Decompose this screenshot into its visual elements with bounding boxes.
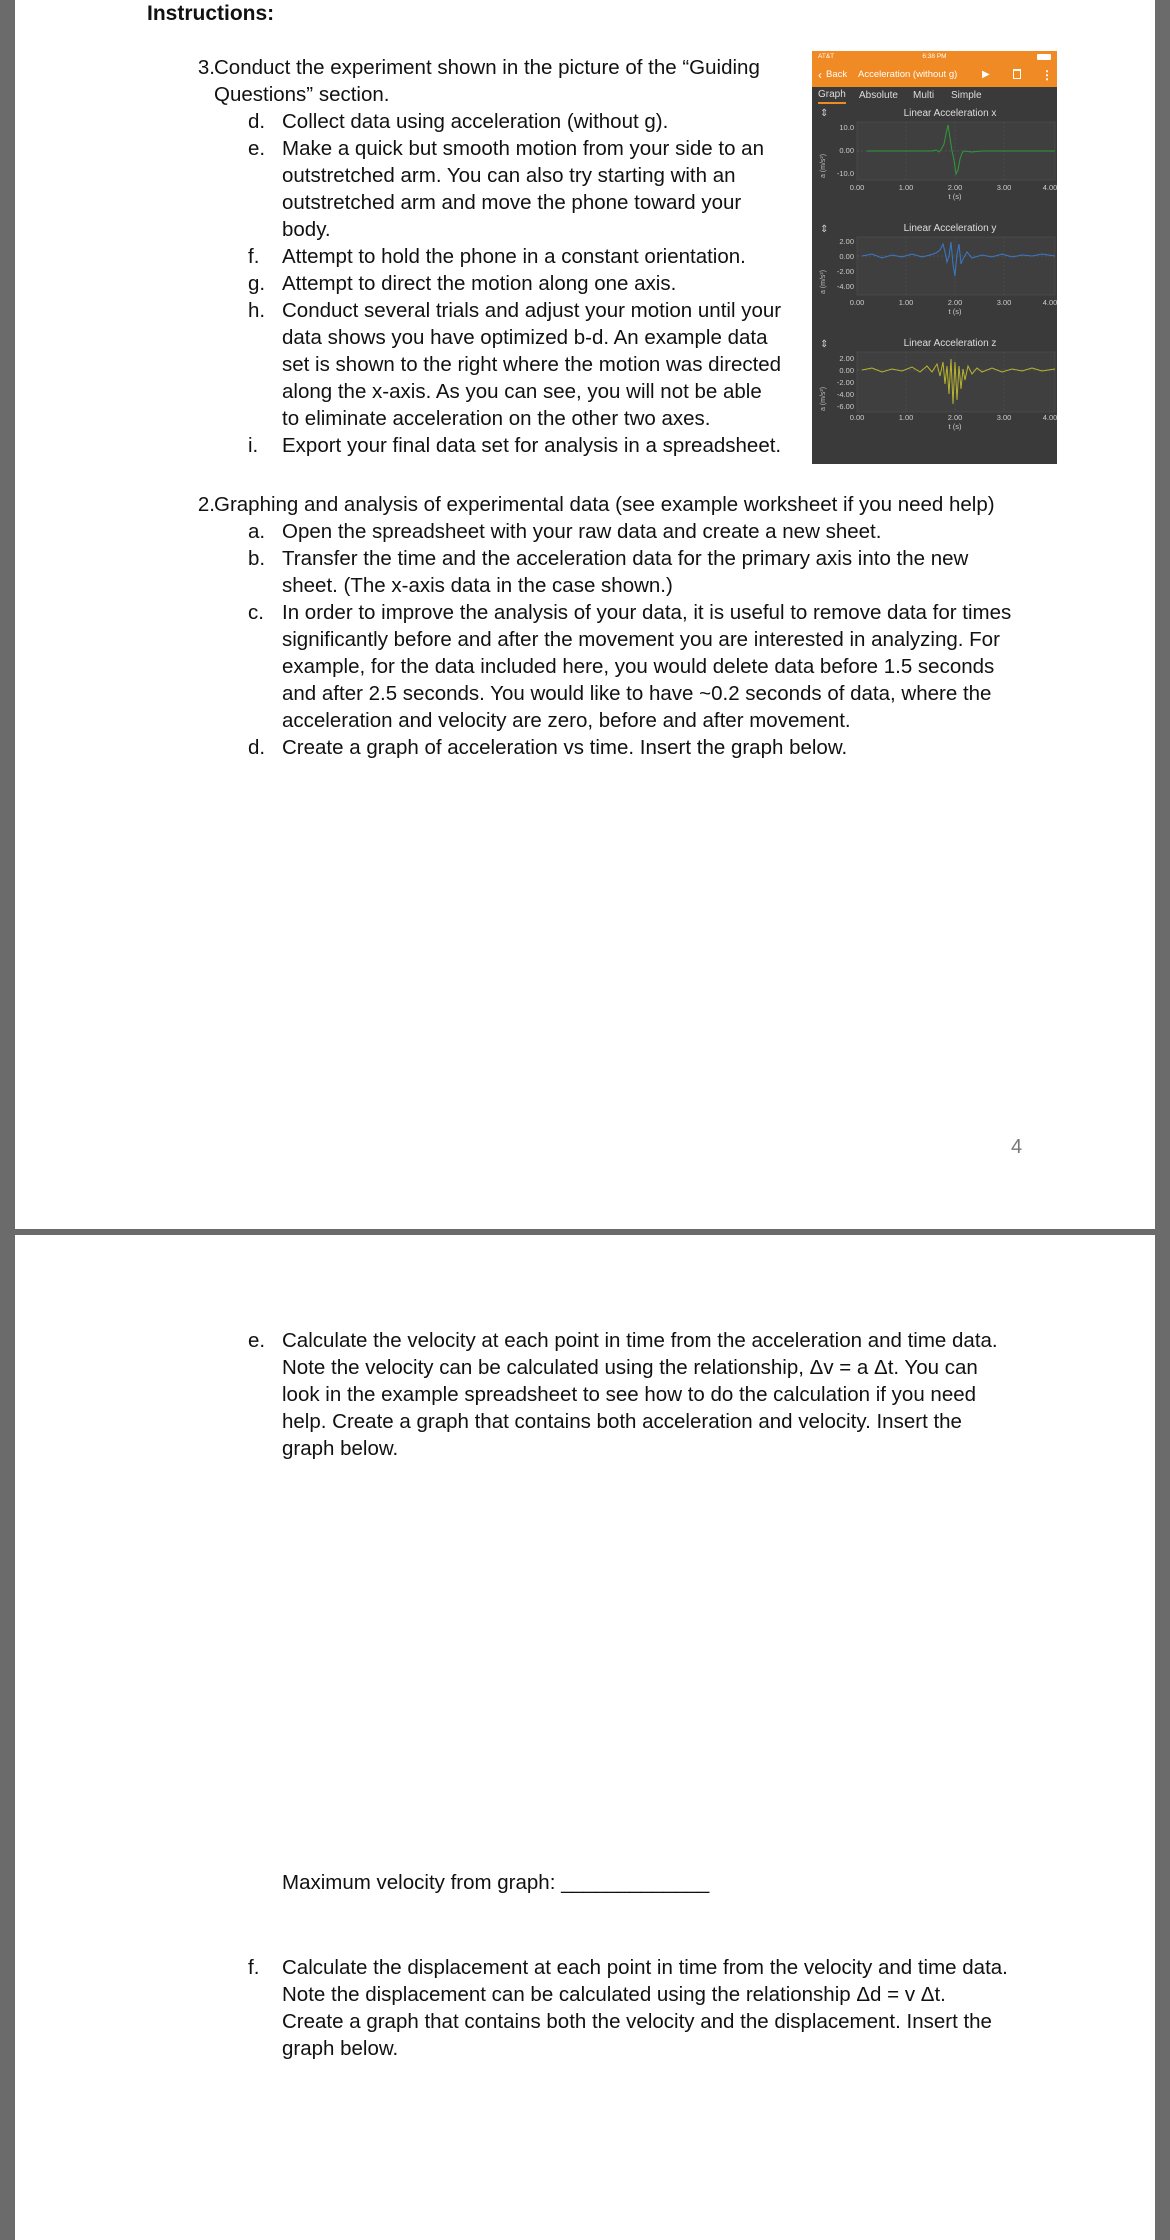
item-marker: d. xyxy=(248,110,266,133)
item-line: set is shown to the right where the motion was directed xyxy=(282,353,782,376)
xtick-label: 1.00 xyxy=(898,298,914,307)
item-line: sheet. (The x-axis data in the case shown.) xyxy=(282,574,673,597)
xtick-label: 3.00 xyxy=(996,183,1012,192)
item-line: Note the velocity can be calculated using the relationship, Δv = a Δt. You can xyxy=(282,1356,978,1379)
tab-simple[interactable]: Simple xyxy=(951,90,982,101)
graph-y-xlabel: t (s) xyxy=(948,307,962,316)
expand-icon[interactable]: ⇕ xyxy=(820,339,829,350)
chevron-left-icon[interactable]: ‹ xyxy=(818,68,822,82)
xtick-label: 0.00 xyxy=(849,298,865,307)
item-line: Transfer the time and the acceleration data for the primary axis into the new xyxy=(282,547,969,570)
item-marker: e. xyxy=(248,1329,266,1352)
item-marker: c. xyxy=(248,601,264,624)
expand-icon[interactable]: ⇕ xyxy=(820,224,829,235)
item-line: Attempt to direct the motion along one axis. xyxy=(282,272,677,295)
xtick-label: 0.00 xyxy=(849,413,865,422)
graph-x-xlabel: t (s) xyxy=(948,192,962,201)
xtick-label: 1.00 xyxy=(898,183,914,192)
item-line: Calculate the velocity at each point in time from the acceleration and time data. xyxy=(282,1329,998,1352)
xtick-label: 4.00 xyxy=(1042,298,1057,307)
battery-icon xyxy=(1037,54,1051,60)
ytick-label: 10.0 xyxy=(839,123,854,132)
xtick-label: 3.00 xyxy=(996,298,1012,307)
item-line: Create a graph that contains both the velocity and the displacement. Insert the xyxy=(282,2010,992,2033)
ytick-label: 0.00 xyxy=(839,252,854,261)
item-line: acceleration and velocity are zero, before and after movement. xyxy=(282,709,851,732)
item-line: Conduct several trials and adjust your motion until your xyxy=(282,299,782,322)
item-line: outstretched arm and move the phone toward your xyxy=(282,191,742,214)
item-line: graph below. xyxy=(282,2037,399,2060)
tab-graph[interactable]: Graph xyxy=(818,87,846,104)
expand-icon[interactable]: ⇕ xyxy=(820,108,829,119)
item-line: data shows you have optimized b-d. An example data xyxy=(282,326,768,349)
phone-nav-bar xyxy=(812,63,1057,87)
graph-x-ylabel: a (m/s²) xyxy=(820,153,827,179)
xtick-label: 3.00 xyxy=(996,413,1012,422)
xtick-label: 2.00 xyxy=(947,183,963,192)
xtick-label: 4.00 xyxy=(1042,413,1057,422)
instructions-heading: Instructions: xyxy=(147,2,275,25)
graph-x-title: Linear Acceleration x xyxy=(903,108,997,119)
xtick-label: 0.00 xyxy=(849,183,865,192)
ytick-label: 2.00 xyxy=(839,354,854,363)
ytick-label: -4.00 xyxy=(836,282,854,291)
max-velocity-blank: Maximum velocity from graph: _____________ xyxy=(282,1871,710,1894)
graphs-area xyxy=(812,104,1057,464)
item-line: Attempt to hold the phone in a constant orientation. xyxy=(282,245,746,268)
xtick-label: 2.00 xyxy=(947,298,963,307)
item-line: Make a quick but smooth motion from your side to an xyxy=(282,137,764,160)
phone-tab-bar xyxy=(812,87,1057,104)
graph-y-title: Linear Acceleration y xyxy=(903,223,997,234)
xtick-label: 4.00 xyxy=(1042,183,1057,192)
document-page-1 xyxy=(15,0,1155,1229)
section-3-line: Questions” section. xyxy=(214,83,390,106)
graph-y-ylabel: a (m/s²) xyxy=(820,269,827,295)
item-line: In order to improve the analysis of your data, it is useful to remove data for times xyxy=(282,601,1012,624)
xtick-label: 2.00 xyxy=(947,413,963,422)
item-marker: b. xyxy=(248,547,266,570)
tab-absolute[interactable]: Absolute xyxy=(859,90,898,101)
item-line: and after 2.5 seconds. You would like to have ~0.2 seconds of data, where the xyxy=(282,682,992,705)
document-page-2 xyxy=(15,1235,1155,2240)
item-line: Note the displacement can be calculated using the relationship Δd = v Δt. xyxy=(282,1983,946,2006)
section-3-number: 3. xyxy=(197,56,215,79)
item-line: example, for the data included here, you would delete data before 1.5 seconds xyxy=(282,655,995,678)
graph-z-ylabel: a (m/s²) xyxy=(820,386,827,412)
status-carrier: AT&T xyxy=(818,53,835,60)
back-button[interactable]: Back xyxy=(826,69,848,80)
phone-status-bar xyxy=(812,51,1057,63)
item-line: significantly before and after the movement you are interested in analyzing. For xyxy=(282,628,1000,651)
ytick-label: -10.0 xyxy=(836,169,854,178)
item-line: outstretched arm. You can also try starting with an xyxy=(282,164,736,187)
item-marker: f. xyxy=(248,245,260,268)
item-marker: a. xyxy=(248,520,266,543)
ytick-label: 2.00 xyxy=(839,237,854,246)
item-line: look in the example spreadsheet to see how to do the calculation if you need xyxy=(282,1383,977,1406)
item-marker: e. xyxy=(248,137,266,160)
item-marker: f. xyxy=(248,1956,260,1979)
ytick-label: -6.00 xyxy=(836,402,854,411)
item-line: graph below. xyxy=(282,1437,399,1460)
ytick-label: -2.00 xyxy=(836,267,854,276)
page-number: 4 xyxy=(1011,1136,1023,1158)
item-marker: i. xyxy=(248,434,259,457)
item-line: to eliminate acceleration on the other two axes. xyxy=(282,407,711,430)
section-3-line: Conduct the experiment shown in the picture of the “Guiding xyxy=(214,56,760,79)
trash-icon[interactable] xyxy=(1013,69,1021,79)
nav-title: Acceleration (without g) xyxy=(858,69,958,80)
item-line: Export your final data set for analysis in a spreadsheet. xyxy=(282,434,782,457)
tab-multi[interactable]: Multi xyxy=(913,90,935,101)
phyphox-screenshot xyxy=(812,51,1057,464)
item-line: along the x-axis. As you can see, you will not be able xyxy=(282,380,762,403)
more-icon[interactable]: ⋮ xyxy=(1041,68,1053,82)
item-line: Collect data using acceleration (without g). xyxy=(282,110,669,133)
item-line: Create a graph of acceleration vs time. Insert the graph below. xyxy=(282,736,848,759)
ytick-label: 0.00 xyxy=(839,366,854,375)
play-icon[interactable]: ▶ xyxy=(982,69,990,80)
item-marker: h. xyxy=(248,299,266,322)
graph-z-title: Linear Acceleration z xyxy=(903,338,997,349)
ytick-label: 0.00 xyxy=(839,146,854,155)
graph-z-xlabel: t (s) xyxy=(948,422,962,431)
ytick-label: -2.00 xyxy=(836,378,854,387)
xtick-label: 1.00 xyxy=(898,413,914,422)
item-marker: d. xyxy=(248,736,266,759)
item-line: help. Create a graph that contains both acceleration and velocity. Insert the xyxy=(282,1410,962,1433)
status-time: 6:38 PM xyxy=(922,53,947,60)
section-2-number: 2. xyxy=(197,493,215,516)
ytick-label: -4.00 xyxy=(836,390,854,399)
item-line: body. xyxy=(282,218,331,241)
item-line: Calculate the displacement at each point in time from the velocity and time data. xyxy=(282,1956,1008,1979)
item-marker: g. xyxy=(248,272,266,295)
item-line: Open the spreadsheet with your raw data and create a new sheet. xyxy=(282,520,882,543)
section-2-line: Graphing and analysis of experimental data (see example worksheet if you need help) xyxy=(214,493,995,516)
